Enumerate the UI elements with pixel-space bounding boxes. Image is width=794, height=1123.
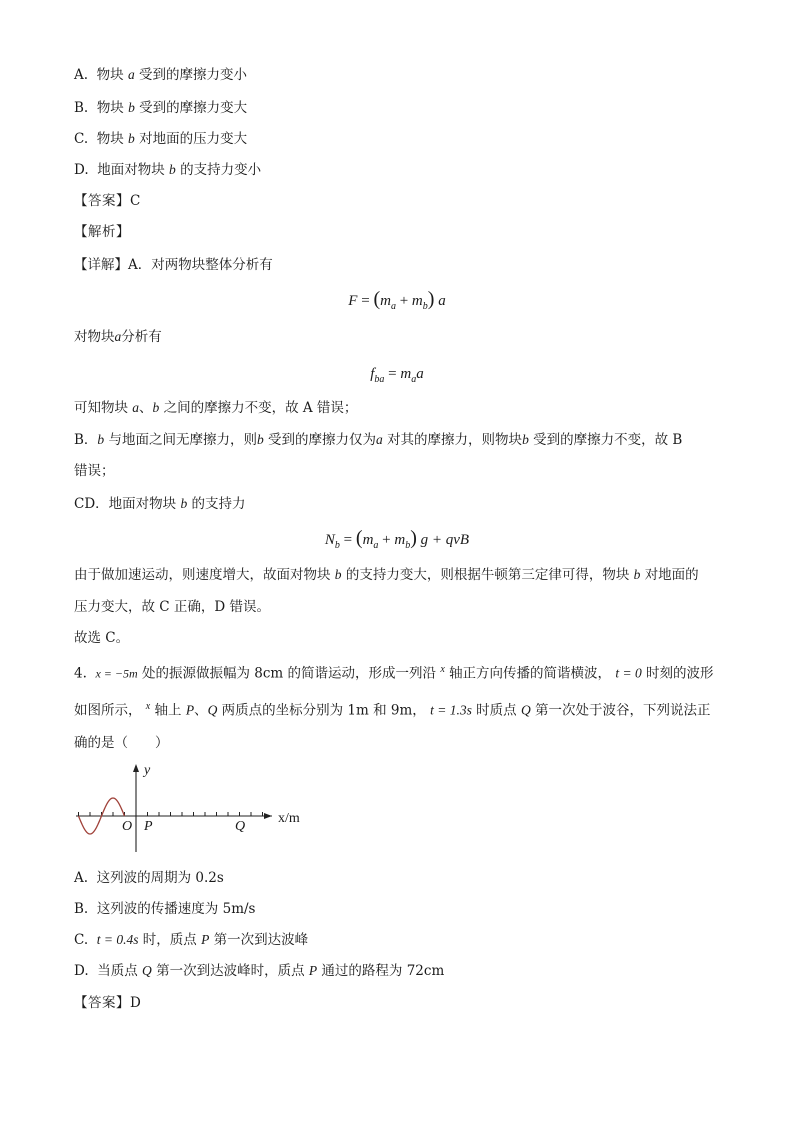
detail-text: 可知物块: [74, 400, 128, 416]
option-text: 受到的摩擦力变大: [139, 100, 248, 116]
origin-label: O: [122, 819, 133, 834]
eq-subscript: b: [422, 301, 428, 312]
detail-text: 的支持力: [191, 496, 246, 512]
option-q4-a: [74, 869, 224, 887]
variable: a: [376, 432, 383, 447]
equation-1: [0, 289, 794, 317]
detail-text: 、: [139, 400, 153, 416]
option-q3-d: [74, 161, 261, 179]
eq-symbol: N: [324, 532, 335, 548]
variable: a: [114, 329, 122, 344]
eq-subscript: b: [405, 540, 411, 551]
answer-label: 【答案】: [74, 995, 130, 1011]
eq-operator: +: [382, 532, 391, 548]
detail-label: 【详解】: [74, 257, 128, 273]
option-text: 通过的路程为 72cm: [321, 963, 445, 979]
eq-operator: =: [388, 366, 397, 382]
eq-symbol: a: [438, 293, 446, 309]
variable: Q: [207, 702, 218, 718]
detail-text: 对物块: [74, 329, 115, 345]
eq-operator: +: [399, 293, 409, 309]
question-text: 轴上: [154, 702, 182, 719]
detail-text: 分析有: [121, 329, 162, 345]
detail-line-3: [74, 399, 357, 417]
eq-operator: =: [343, 532, 353, 548]
wave-figure: [74, 758, 314, 854]
detail-text: 对其的摩擦力，则物块: [387, 432, 523, 448]
detail-line-6: [74, 495, 246, 513]
q4-line-1: [74, 661, 714, 683]
y-axis-arrow: [133, 764, 139, 772]
detail-line-8: 压力变大，故 C 正确，D 错误。: [74, 599, 271, 615]
detail-text: A．对两物块整体分析有: [128, 257, 273, 273]
answer-value: D: [130, 995, 142, 1011]
variable: b: [334, 567, 342, 582]
eq-operator: =: [361, 293, 370, 309]
variable: b: [256, 432, 264, 447]
eq-symbol: m: [380, 293, 391, 309]
equation-3: [0, 528, 794, 556]
math-inline: t = 1.3s: [430, 702, 472, 718]
detail-text: 对地面的: [644, 567, 699, 583]
detail-text: CD．地面对物块: [74, 496, 177, 512]
eq-paren-open: (: [355, 527, 363, 549]
option-letter: D.: [74, 162, 89, 178]
variable: a: [132, 400, 140, 415]
eq-symbol: a: [416, 366, 424, 382]
variable: P: [201, 932, 210, 947]
variable: b: [169, 162, 176, 177]
variable: P: [185, 702, 195, 718]
variable: x: [440, 664, 445, 675]
eq-subscript: a: [390, 301, 396, 312]
option-text: 物块: [96, 131, 124, 147]
option-letter: B.: [74, 100, 89, 116]
question-text: 时刻的波形: [646, 665, 714, 682]
eq-symbol: m: [394, 532, 406, 548]
option-text: 对地面的压力变大: [139, 131, 248, 147]
math-inline: t = 0.4s: [96, 932, 139, 947]
option-q4-c: [74, 931, 308, 949]
detail-text: 受到的摩擦力不变，故 B: [533, 432, 683, 448]
eq-subscript: a: [411, 374, 417, 385]
option-text: 物块: [96, 100, 124, 116]
answer-value: C: [130, 193, 141, 209]
option-letter: C.: [74, 932, 89, 948]
eq-symbol: f: [370, 366, 375, 382]
detail-line-1: [74, 256, 273, 274]
eq-subscript: a: [373, 540, 379, 551]
q4-line-2: [74, 698, 710, 720]
math-inline: x = −5m: [95, 666, 138, 681]
option-letter: A.: [74, 870, 89, 886]
option-text: 第一次到达波峰时，质点: [156, 963, 305, 979]
detail-text: 与地面之间无摩擦力，则: [108, 432, 257, 448]
detail-text: 由于做加速运动，则速度增大，故面对物块: [74, 567, 331, 583]
option-text: 当质点: [97, 963, 138, 979]
eq-subscript: b: [334, 540, 340, 551]
detail-line-2: [74, 328, 162, 346]
variable: a: [127, 67, 135, 82]
option-text: 这列波的周期为 0.2s: [96, 870, 224, 886]
variable: x: [145, 701, 151, 712]
option-text: 的支持力变小: [180, 162, 262, 178]
variable: P: [308, 963, 318, 978]
detail-text: 受到的摩擦力仅为: [268, 432, 377, 448]
eq-subscript: ba: [374, 374, 385, 385]
variable: b: [522, 432, 529, 447]
point-q-label: Q: [235, 819, 246, 834]
eq-paren-close: ): [427, 288, 435, 310]
option-q3-b: [74, 99, 247, 117]
variable: b: [97, 432, 105, 447]
question-text: 、: [194, 702, 208, 719]
option-text: 第一次到达波峰: [213, 932, 309, 948]
detail-line-5: 错误；: [74, 463, 115, 479]
variable: Q: [520, 702, 531, 718]
variable: Q: [142, 963, 152, 978]
detail-line-4: [74, 431, 682, 449]
question-text: 时质点: [476, 702, 517, 719]
eq-paren-open: (: [373, 288, 381, 310]
option-text: 时，质点: [142, 932, 197, 948]
y-axis-label: y: [144, 763, 151, 778]
option-letter: A.: [74, 67, 89, 83]
math-inline: t = 0: [615, 665, 642, 681]
detail-line-9: 故选 C。: [74, 630, 130, 646]
eq-symbol: g + qvB: [420, 532, 470, 548]
question-text: 第一次处于波谷，下列说法正: [534, 702, 711, 719]
question-text: 两质点的坐标分别为 1m 和 9m，: [221, 702, 426, 719]
answer-label: 【答案】: [74, 193, 130, 209]
equation-2: [0, 364, 794, 390]
option-letter: C.: [74, 131, 89, 147]
option-letter: B.: [74, 901, 89, 917]
eq-symbol: m: [411, 293, 423, 309]
variable: b: [633, 567, 641, 582]
option-text: 地面对物块: [97, 162, 165, 178]
detail-text: 之间的摩擦力不变，故 A 错误；: [163, 400, 358, 416]
eq-symbol: F: [348, 293, 358, 309]
option-letter: D.: [74, 963, 89, 979]
variable: b: [180, 496, 188, 511]
eq-symbol: m: [362, 532, 374, 548]
detail-text: B．: [74, 432, 98, 448]
option-text: 这列波的传播速度为 5m/s: [96, 901, 256, 917]
x-axis-arrow: [264, 813, 272, 819]
question-number: 4.: [74, 665, 87, 682]
option-text: 受到的摩擦力变小: [138, 67, 247, 83]
answer-q3: [74, 192, 141, 210]
point-p-label: P: [144, 819, 153, 834]
x-axis-label: x/m: [278, 811, 300, 826]
question-text: 如图所示，: [74, 702, 142, 719]
analysis-label: 【解析】: [74, 224, 130, 240]
answer-q4: [74, 994, 141, 1012]
option-q3-a: [74, 66, 247, 84]
question-text: 轴正方向传播的简谐横波，: [449, 665, 612, 682]
variable: b: [128, 100, 135, 115]
q4-line-3: 确的是（ ）: [74, 735, 169, 751]
variable: b: [152, 400, 160, 415]
eq-symbol: m: [400, 366, 412, 382]
variable: b: [128, 131, 135, 146]
option-q3-c: [74, 130, 247, 148]
question-text: 处的振源做振幅为 8cm 的简谐运动，形成一列沿: [141, 665, 437, 682]
eq-paren-close: ): [410, 527, 417, 549]
detail-text: 的支持力变大，则根据牛顿第三定律可得，物块: [345, 567, 630, 583]
option-text: 物块: [96, 67, 124, 83]
detail-line-7: [74, 566, 699, 584]
option-q4-d: [74, 962, 444, 980]
option-q4-b: [74, 900, 255, 918]
